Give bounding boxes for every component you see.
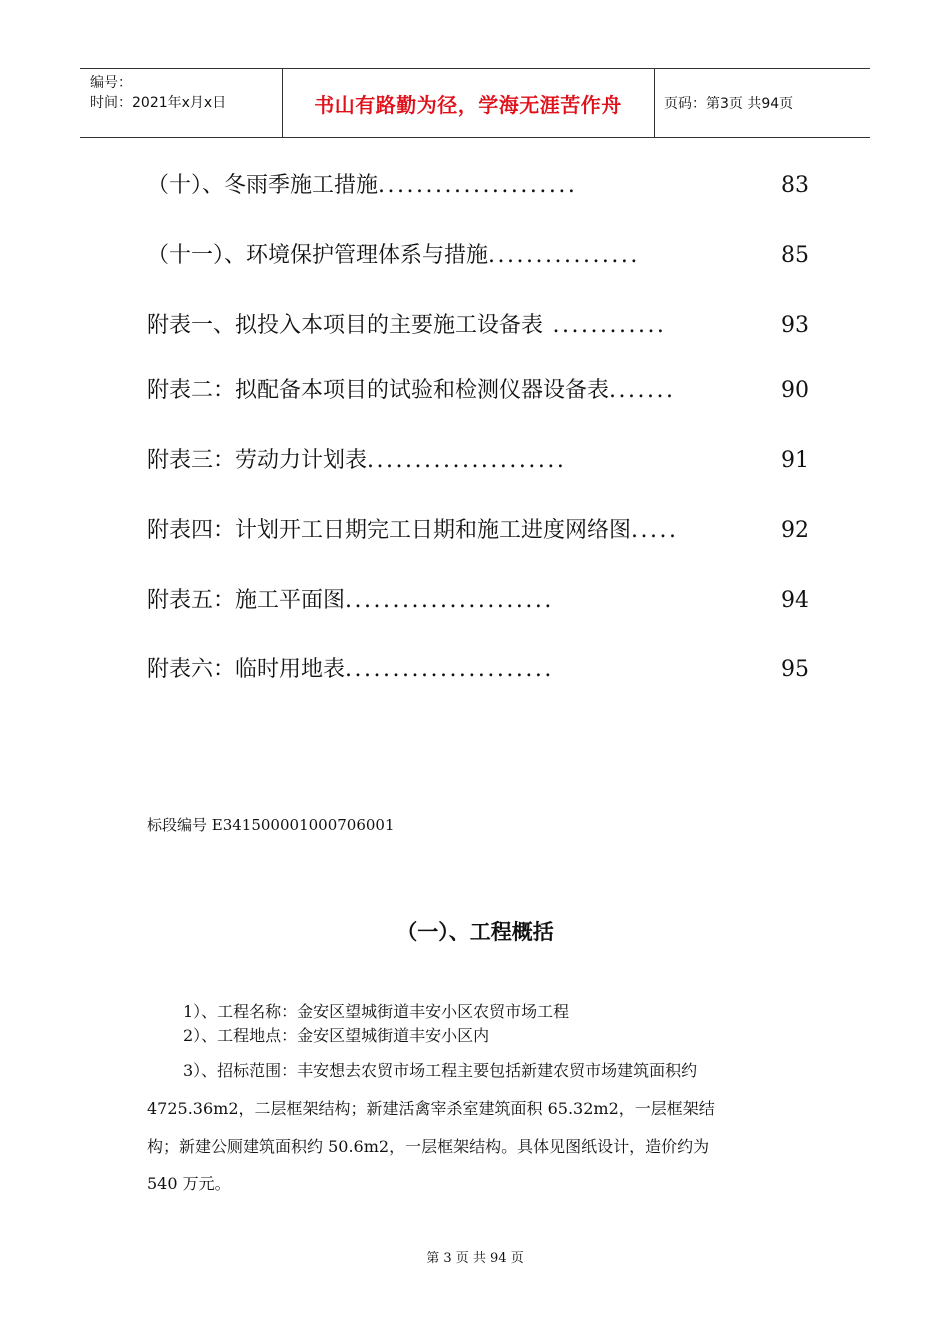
toc-entry-page: 92 (781, 518, 809, 543)
paragraph-project-name: 1）、工程名称：金安区望城街道丰安小区农贸市场工程 (183, 1002, 570, 1021)
toc-entry-leader: ............ (543, 313, 667, 338)
toc-entry-title: 附表四：计划开工日期完工日期和施工进度网络图 (147, 518, 632, 543)
toc-entry[interactable] (147, 586, 807, 616)
toc-entry-page: 83 (781, 173, 809, 198)
page-footer: 第 3 页 共 94 页 (426, 1251, 524, 1266)
toc-entry[interactable] (147, 376, 807, 406)
toc-entry-leader: ................ (488, 243, 640, 268)
header-motto-cell (282, 69, 655, 137)
toc-entry-leader: ..................... (367, 448, 567, 473)
header-page-info: 页码：第3页 共94页 (664, 96, 794, 112)
toc-entry-title: 附表二：拟配备本项目的试验和检测仪器设备表 (147, 378, 610, 403)
toc-entry[interactable] (147, 516, 807, 546)
toc-entry-leader: ...................... (345, 657, 554, 682)
paragraph-scope-line: 构；新建公厕建筑面积约 50.6m2，一层框架结构。具体见图纸设计，造价约为 (147, 1137, 710, 1156)
toc-entry-page: 90 (781, 378, 809, 403)
section-title: （一）、工程概括 (396, 920, 554, 944)
toc-entry-leader: ..... (631, 518, 679, 543)
toc-entry-leader: ....... (609, 378, 676, 403)
page-header (80, 68, 870, 138)
header-left-cell (80, 69, 283, 137)
toc-entry-page: 85 (781, 243, 809, 268)
toc-entry[interactable] (147, 655, 807, 685)
paragraph-scope-line: 4725.36m2，二层框架结构；新建活禽宰杀室建筑面积 65.32m2，一层框架结 (147, 1099, 715, 1118)
toc-entry[interactable] (147, 241, 807, 271)
toc-entry-title: （十一）、环境保护管理体系与措施 (147, 243, 489, 268)
bid-section-number: 标段编号 E341500001000706001 (147, 816, 395, 834)
toc-entry-page: 91 (781, 448, 809, 473)
toc-entry-page: 94 (781, 588, 809, 613)
toc-entry-title: 附表一、拟投入本项目的主要施工设备表 (147, 313, 544, 338)
toc-entry-title: 附表五：施工平面图 (147, 588, 346, 613)
paragraph-scope-line: 540 万元。 (147, 1174, 231, 1193)
toc-entry-leader: ..................... (378, 173, 578, 198)
toc-entry-title: （十）、冬雨季施工措施 (147, 173, 379, 198)
toc-entry[interactable] (147, 171, 807, 201)
toc-entry[interactable] (147, 446, 807, 476)
toc-entry[interactable] (147, 311, 807, 341)
toc-entry-title: 附表六：临时用地表 (147, 657, 346, 682)
toc-entry-page: 93 (781, 313, 809, 338)
header-number-label: 编号： (90, 75, 132, 91)
paragraph-project-location: 2）、工程地点：金安区望城街道丰安小区内 (183, 1026, 490, 1045)
header-motto: 书山有路勤为径，学海无涯苦作舟 (314, 92, 622, 117)
header-page-cell (654, 69, 870, 137)
paragraph-scope-line: 3）、招标范围：丰安想去农贸市场工程主要包括新建农贸市场建筑面积约 (183, 1061, 698, 1080)
toc-entry-page: 95 (781, 657, 809, 682)
toc-entry-title: 附表三：劳动力计划表 (147, 448, 368, 473)
toc-entry-leader: ...................... (345, 588, 554, 613)
header-time-label: 时间：2021年x月x日 (90, 95, 227, 111)
